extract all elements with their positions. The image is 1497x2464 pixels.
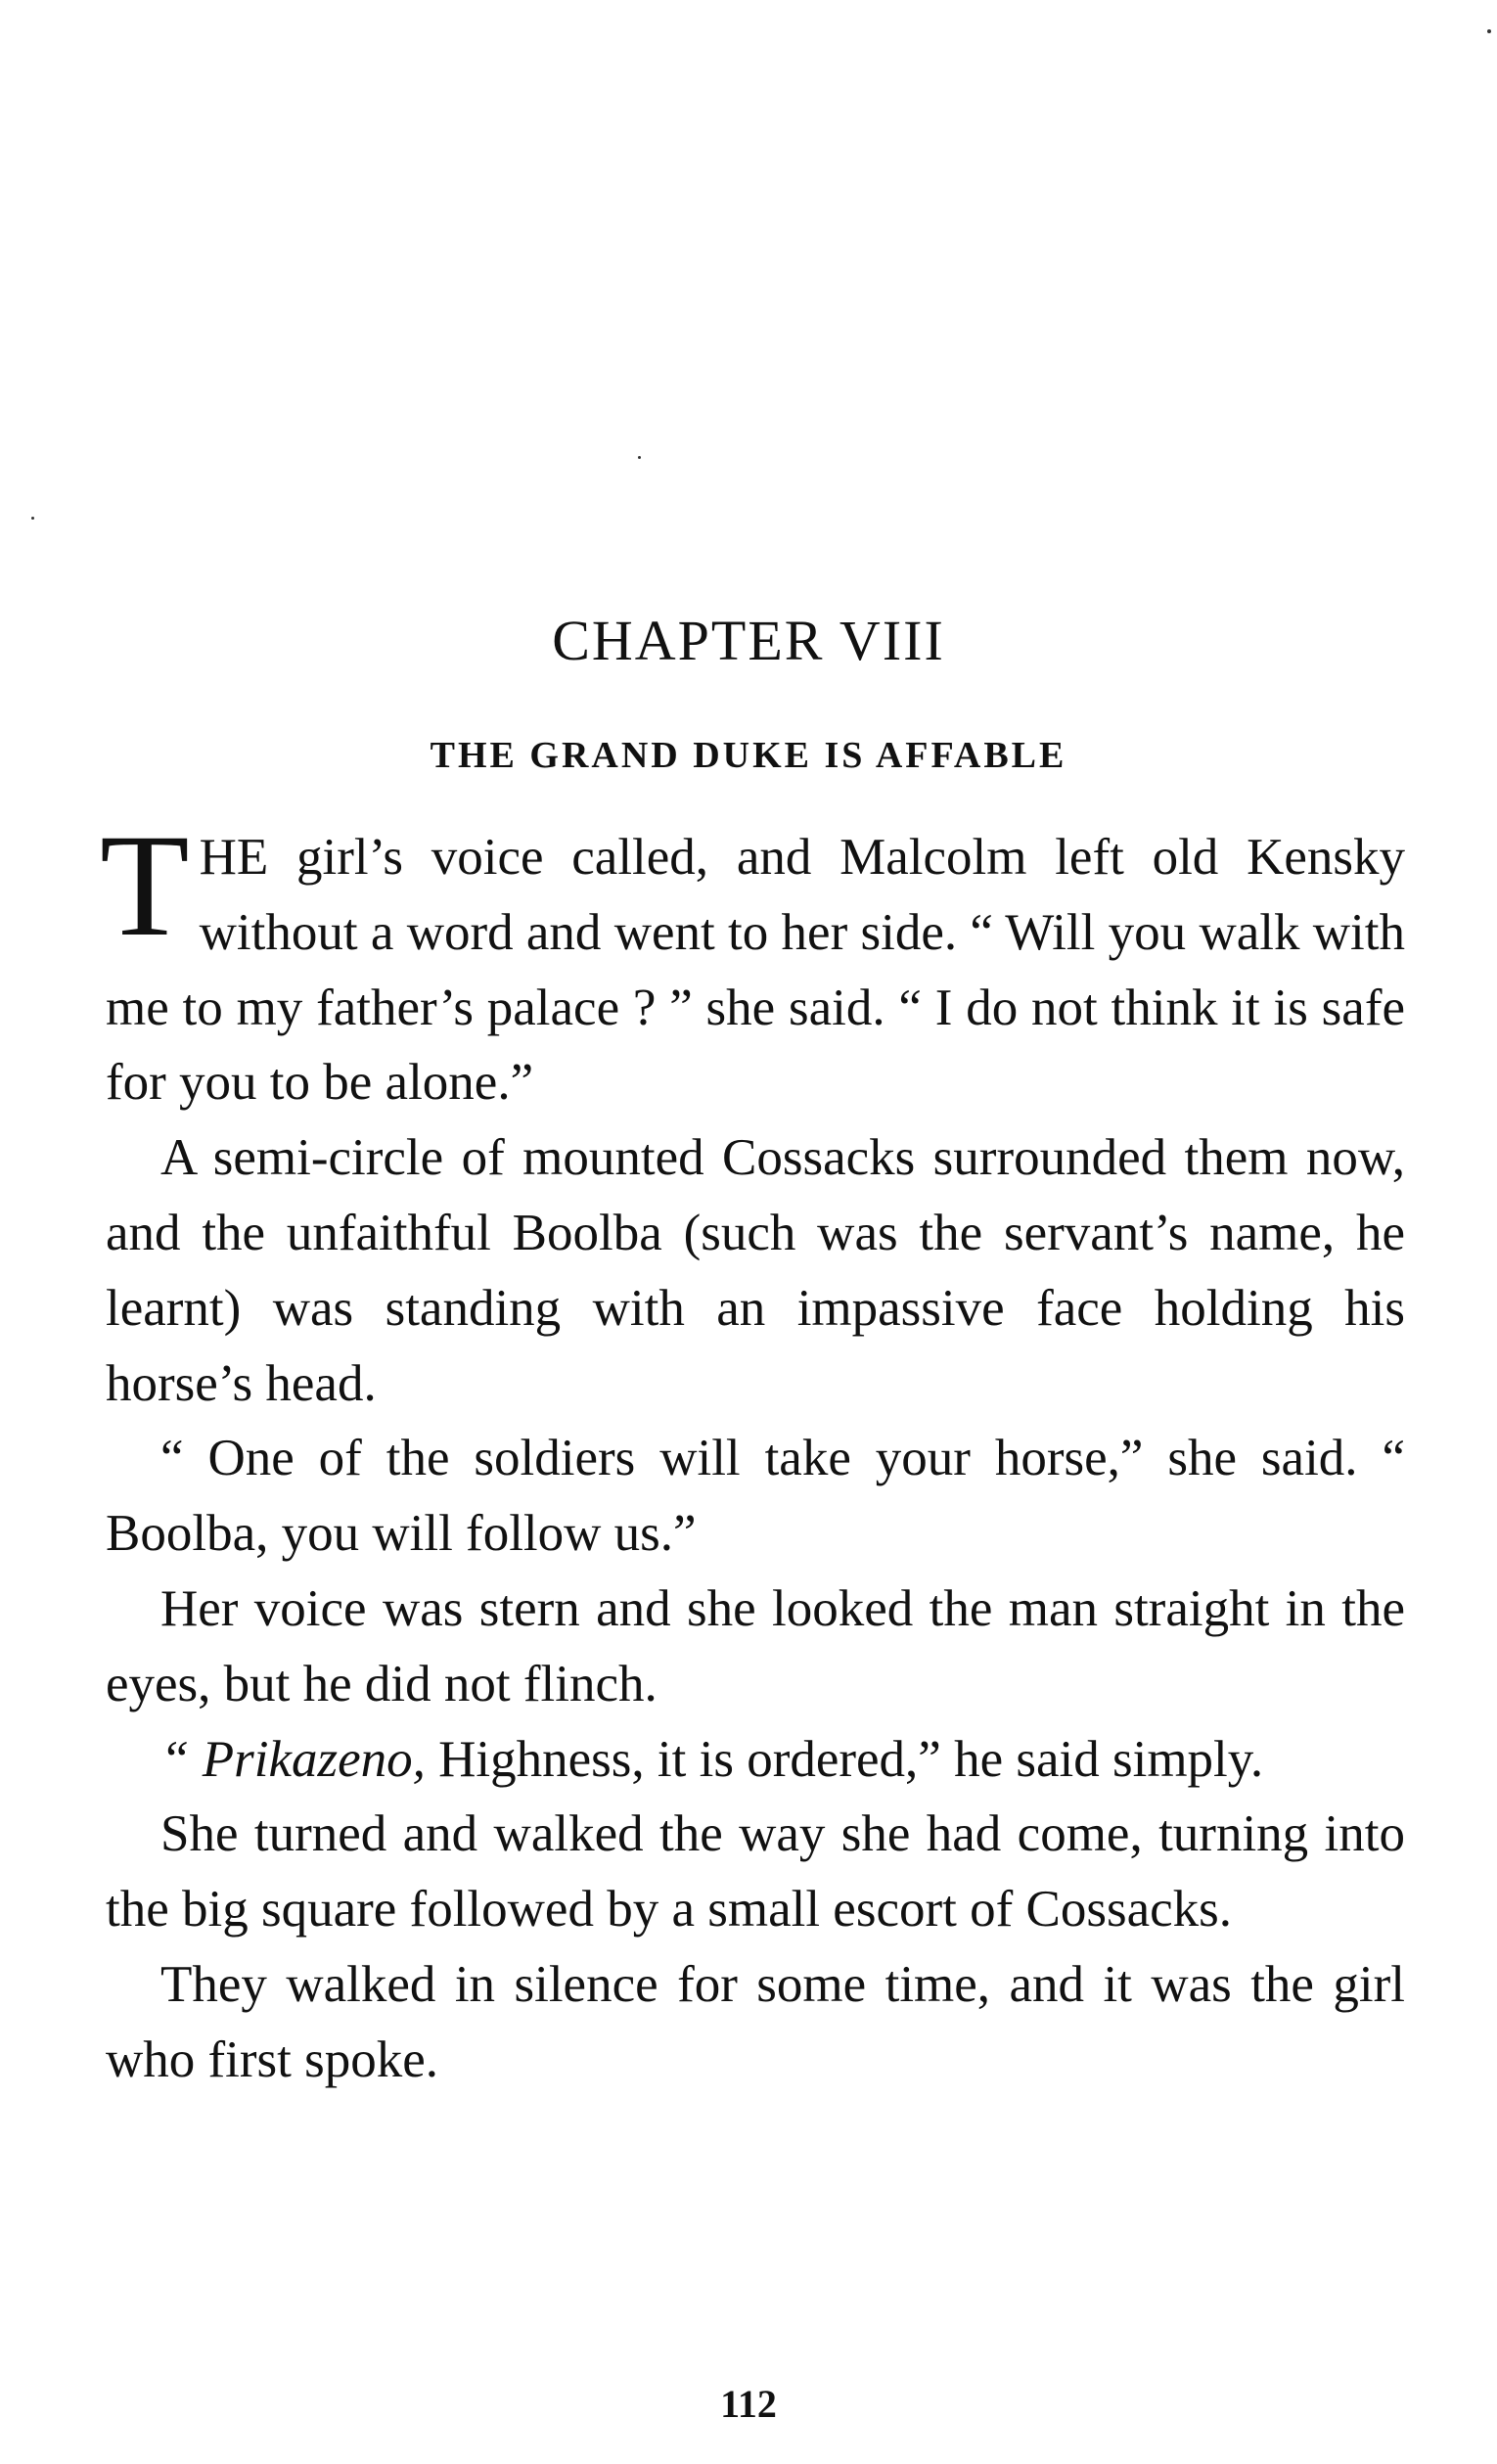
paragraph-text: She turned and walked the way she had come, turning into the big square followed by a small escort of Cossacks. (106, 1805, 1405, 1939)
paragraph-3 (106, 1421, 1405, 1572)
paragraph-1 (100, 804, 1405, 1120)
paragraph-text: They walked in silence for some time, and it was the girl who first spoke. (106, 1955, 1405, 2088)
drop-cap: T (100, 804, 190, 967)
paragraph-text: HE girl’s voice called, and Malcolm left old Kensky without a word and went to her side. “ Will you walk with me to my father’s palace ? ” she said. “ I do not think it is safe for you to be alone.” (106, 829, 1405, 1112)
print-speck (638, 456, 641, 459)
paragraph-text: Her voice was stern and she looked the man straight in the eyes, but he did not flinch. (106, 1579, 1405, 1712)
italic-word: “ Prikazeno, (160, 1730, 426, 1788)
print-speck (1487, 29, 1491, 33)
chapter-body (100, 804, 1405, 2098)
chapter-title: THE GRAND DUKE IS AFFABLE (430, 735, 1067, 776)
paragraph-text: “ One of the soldiers will take your horse,” she said. “ Boolba, you will follow us.” (106, 1430, 1405, 1563)
print-speck (31, 517, 34, 520)
paragraph-text: Highness, it is ordered,” he said simply. (425, 1730, 1264, 1788)
paragraph-text: A semi-circle of mounted Cossacks surrounded them now, and the unfaithful Boolba (such was the servant’s name, he learnt) was standing with an impassive face holding his horse’s head. (106, 1129, 1405, 1412)
paragraph-5 (106, 1722, 1405, 1798)
paragraph-4 (106, 1572, 1405, 1722)
page-number: 112 (720, 2382, 777, 2426)
paragraph-7 (106, 1947, 1405, 2098)
paragraph-2 (106, 1120, 1405, 1421)
paragraph-6 (106, 1797, 1405, 1947)
chapter-number: CHAPTER VIII (552, 609, 945, 672)
